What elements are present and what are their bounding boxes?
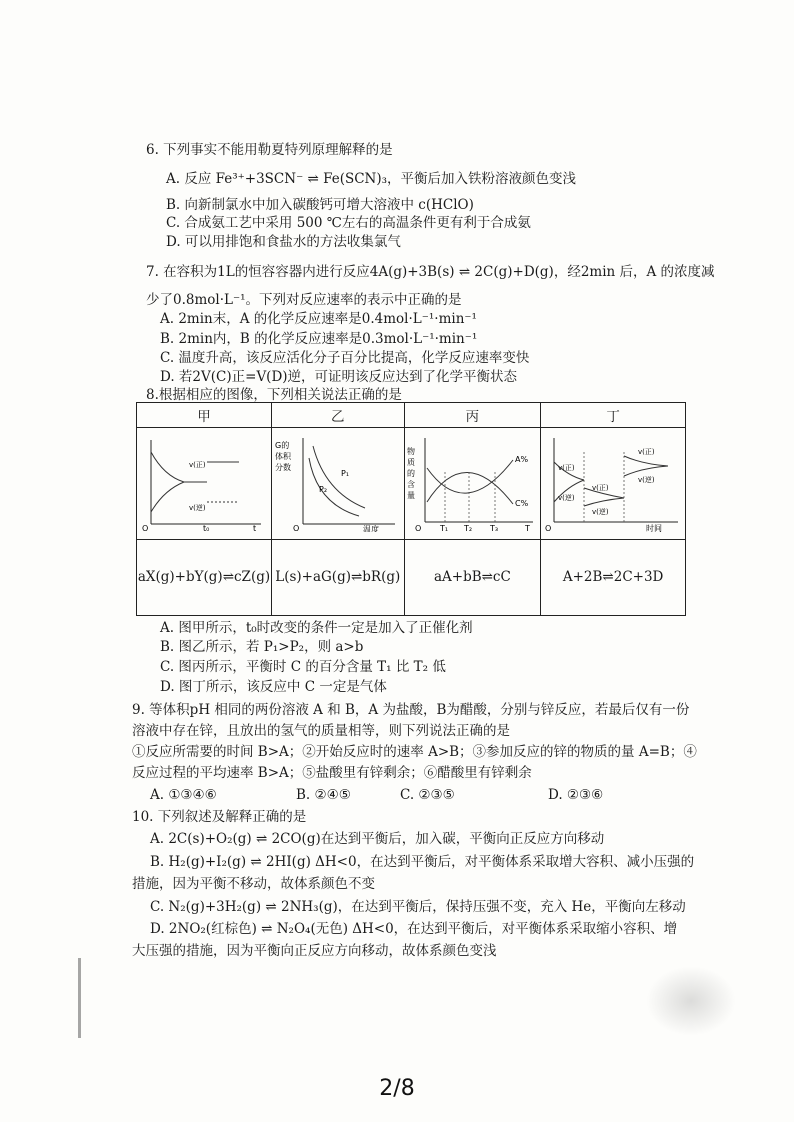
q7-stem-line1: 7. 在容积为1L的恒容容器内进行反应4A(g)+3B(s) ⇌ 2C(g)+D(g)，经2min 后，A 的浓度减 — [146, 264, 715, 280]
q8-header-jia: 甲 — [137, 403, 272, 428]
q9-option-c: C. ②③⑤ — [400, 787, 455, 803]
q9-stem-line1: 9. 等体积pH 相同的两份溶液 A 和 B，A 为盐酸，B为醋酸，分别与锌反应，若最后仅有一份 — [132, 702, 690, 718]
q9-option-b: B. ②④⑤ — [296, 787, 351, 803]
q8-ding-v6: v(逆) — [592, 507, 609, 516]
q8-equation-jia: aX(g)+bY(g)⇌cZ(g) — [137, 539, 272, 615]
q8-figure-bing — [405, 432, 539, 532]
q8-bing-label-c: C% — [515, 498, 529, 508]
q8-figure-yi — [273, 432, 403, 532]
q8-jia-curve-label-1: v(正) — [188, 460, 206, 469]
q6-option-d: D. 可以用排饱和食盐水的方法收集氯气 — [166, 234, 401, 250]
q7-option-c: C. 温度升高，该反应活化分子百分比提高，化学反应速率变快 — [160, 350, 530, 366]
q7-stem-line2: 少了0.8mol·L⁻¹。下列对反应速率的表示中正确的是 — [146, 292, 462, 308]
q8-equation-bing: aA+bB⇌cC — [404, 539, 541, 615]
q8-bing-ylabel-3: 的 — [407, 468, 416, 478]
q7-option-a: A. 2min末，A 的化学反应速率是0.4mol·L⁻¹·min⁻¹ — [160, 311, 477, 327]
q7-option-d: D. 若2V(C)正=V(D)逆，可证明该反应达到了化学平衡状态 — [160, 369, 518, 385]
q8-option-d: D. 图丁所示，该反应中 C 一定是气体 — [160, 679, 387, 695]
q8-bing-ylabel-1: 物 — [407, 446, 416, 456]
q8-yi-ylabel-1: G的 — [274, 440, 289, 450]
q8-jia-t: t — [252, 523, 257, 532]
q8-figure-bing-cell — [404, 428, 541, 539]
q8-bing-t3: T₃ — [490, 523, 499, 532]
q8-option-b: B. 图乙所示，若 P₁>P₂，则 a>b — [160, 639, 364, 655]
q8-bing-ylabel-5: 量 — [407, 490, 416, 500]
scan-edge-mark — [78, 958, 81, 1038]
q8-header-ding: 丁 — [541, 403, 686, 428]
q9-stem-line2: 溶液中存在锌，且放出的氢气的质量相等，则下列说法正确的是 — [132, 723, 510, 739]
q8-jia-origin: O — [141, 523, 149, 532]
q8-bing-label-a: A% — [515, 454, 529, 464]
q8-stem: 8.根据相应的图像，下列相关说法正确的是 — [146, 387, 402, 403]
q8-figure-table — [136, 402, 686, 616]
q8-jia-curve-label-2: v(逆) — [188, 503, 206, 512]
q6-option-a: A. 反应 Fe³⁺+3SCN⁻ ⇌ Fe(SCN)₃，平衡后加入铁粉溶液颜色变浅 — [166, 171, 577, 187]
q9-stem-line4: 反应过程的平均速率 B>A；⑤盐酸里有锌剩余；⑥醋酸里有锌剩余 — [132, 765, 532, 781]
q8-figure-jia — [139, 432, 269, 532]
q8-ding-v2: v(逆) — [638, 475, 655, 484]
q8-ding-xlabel: 时间 — [646, 523, 663, 532]
q10-option-b-line1: B. H₂(g)+I₂(g) ⇌ 2HI(g) ΔH<0，在达到平衡后，对平衡体系采取增大容积、减小压强的 — [150, 854, 695, 870]
q8-bing-t1: T₁ — [440, 523, 449, 532]
q8-bing-t2: T₂ — [464, 523, 473, 532]
q8-yi-ylabel-3: 分数 — [274, 462, 291, 472]
q8-jia-t0: t₀ — [202, 523, 210, 532]
q8-yi-p2: P₂ — [318, 484, 327, 494]
q8-bing-origin: O — [415, 523, 422, 532]
q8-header-yi: 乙 — [271, 403, 404, 428]
q8-equation-ding: A+2B⇌2C+3D — [541, 539, 686, 615]
q8-header-bing: 丙 — [404, 403, 541, 428]
q10-option-c: C. N₂(g)+3H₂(g) ⇌ 2NH₃(g)，在达到平衡后，保持压强不变，充入 He，平衡向左移动 — [150, 899, 686, 915]
q8-yi-p1: P₁ — [340, 468, 349, 478]
q8-figure-ding — [542, 432, 684, 532]
q8-equation-yi: L(s)+aG(g)⇌bR(g) — [271, 539, 404, 615]
page-number: 2/8 — [379, 1076, 415, 1101]
q9-stem-line3: ①反应所需要的时间 B>A；②开始反应时的速率 A>B；③参加反应的锌的物质的量 A=B；④ — [132, 744, 697, 760]
q9-option-d: D. ②③⑥ — [548, 787, 604, 803]
q6-option-c: C. 合成氨工艺中采用 500 ℃左右的高温条件更有利于合成氨 — [166, 215, 531, 231]
q6-option-b: B. 向新制氯水中加入碳酸钙可增大溶液中 c(HClO) — [166, 197, 474, 213]
scan-smudge — [646, 966, 736, 1036]
q8-option-a: A. 图甲所示，t₀时改变的条件一定是加入了正催化剂 — [160, 620, 473, 636]
q8-option-c: C. 图丙所示，平衡时 C 的百分含量 T₁ 比 T₂ 低 — [160, 659, 446, 675]
q8-bing-t: T — [525, 523, 531, 532]
q8-ding-v5: v(正) — [592, 483, 609, 492]
q8-ding-v3: v(正) — [558, 463, 575, 472]
q8-bing-ylabel-4: 含 — [407, 479, 416, 489]
q8-ding-v4: v(逆) — [558, 493, 575, 502]
q6-stem: 6. 下列事实不能用勒夏特列原理解释的是 — [146, 142, 393, 158]
q8-yi-ylabel-2: 体积 — [274, 451, 291, 461]
q10-option-a: A. 2C(s)+O₂(g) ⇌ 2CO(g)在达到平衡后，加入碳，平衡向正反应方向移动 — [150, 831, 605, 847]
q8-yi-xlabel: 温度 — [362, 524, 379, 532]
q8-figure-yi-cell — [271, 428, 404, 539]
q10-stem: 10. 下列叙述及解释正确的是 — [132, 809, 307, 825]
q8-ding-origin: O — [545, 523, 552, 532]
q8-figure-jia-cell — [137, 428, 272, 539]
q8-ding-v1: v(正) — [638, 447, 655, 456]
q8-yi-origin: O — [292, 523, 300, 532]
q10-option-d-line2: 大压强的措施，因为平衡向正反应方向移动，故体系颜色变浅 — [132, 943, 497, 959]
q10-option-b-line2: 措施，因为平衡不移动，故体系颜色不变 — [132, 876, 375, 892]
q7-option-b: B. 2min内，B 的化学反应速率是0.3mol·L⁻¹·min⁻¹ — [160, 331, 478, 347]
q8-bing-ylabel-2: 质 — [407, 457, 416, 467]
q8-figure-ding-cell — [541, 428, 686, 539]
q10-option-d-line1: D. 2NO₂(红棕色) ⇌ N₂O₄(无色) ΔH<0，在达到平衡后，对平衡体系采取缩小容积、增 — [150, 921, 678, 937]
q9-option-a: A. ①③④⑥ — [150, 787, 217, 803]
